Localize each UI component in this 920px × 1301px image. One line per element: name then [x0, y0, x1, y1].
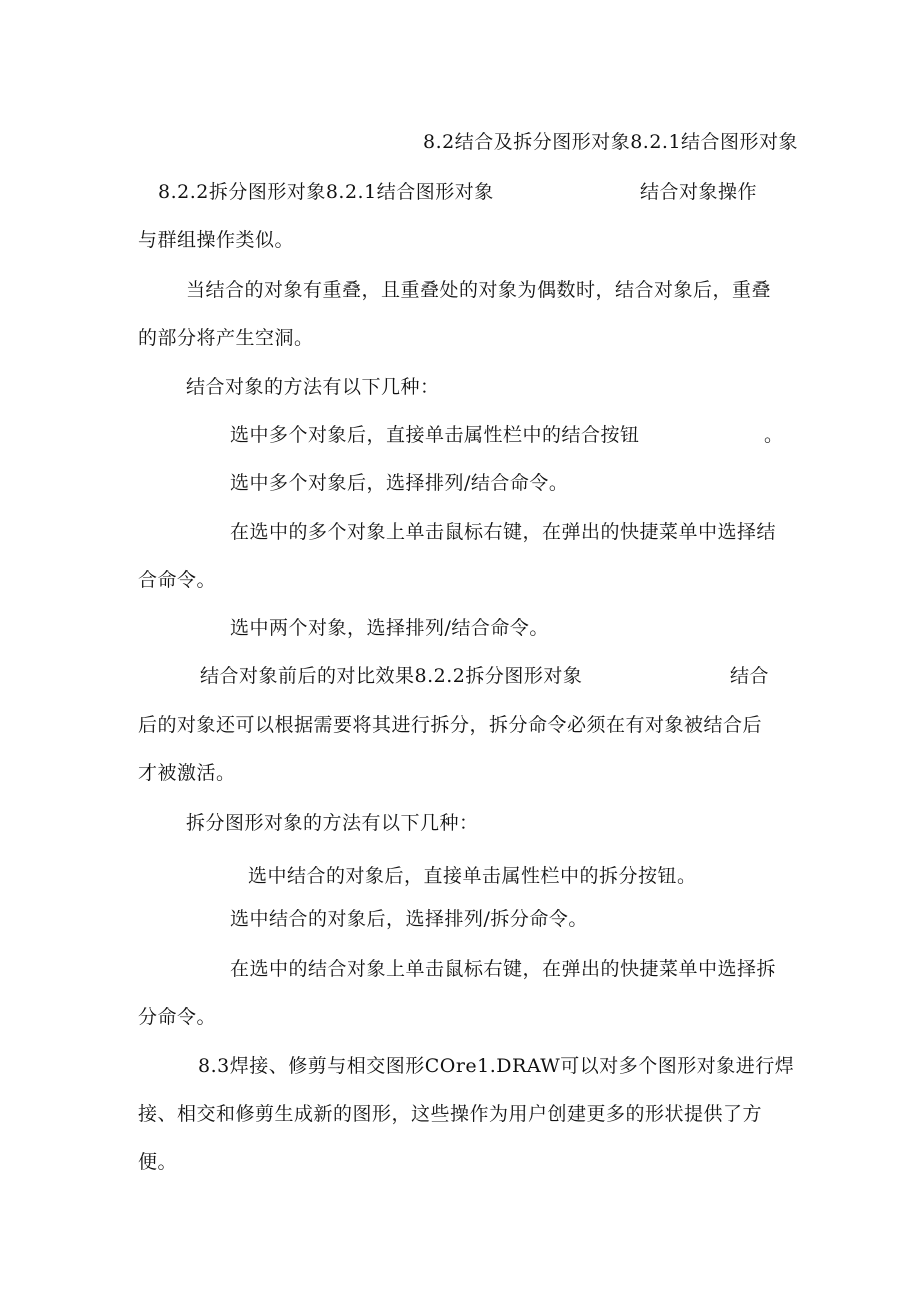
text-line: 8.2结合及拆分图形对象8.2.1结合图形对象 — [423, 131, 799, 153]
text-line: 分命令。 — [138, 1006, 217, 1028]
text-line: 当结合的对象有重叠，且重叠处的对象为偶数时，结合对象后，重叠 — [186, 279, 772, 301]
text-line: 的部分将产生空洞。 — [138, 327, 314, 349]
text-line: 在选中的多个对象上单击鼠标右键，在弹出的快捷菜单中选择结 — [230, 521, 777, 543]
text-line: 选中结合的对象后，选择排列/拆分命令。 — [230, 908, 588, 930]
text-line: 选中结合的对象后，直接单击属性栏中的拆分按钮。 — [248, 865, 697, 887]
text-line: 结合对象前后的对比效果8.2.2拆分图形对象 — [200, 665, 583, 687]
text-line: 与群组操作类似。 — [138, 229, 295, 251]
text-line: 合命令。 — [138, 569, 217, 591]
text-line: 接、相交和修剪生成新的图形，这些操作为用户创建更多的形状提供了方 — [138, 1103, 763, 1125]
text-line: 在选中的结合对象上单击鼠标右键，在弹出的快捷菜单中选择拆 — [230, 958, 777, 980]
text-line: 结合 — [730, 665, 770, 687]
text-line: 便。 — [138, 1151, 178, 1173]
text-line: 8.2.2拆分图形对象8.2.1结合图形对象 — [158, 181, 494, 203]
text-line: 。 — [764, 424, 784, 446]
text-line: 选中多个对象后，直接单击属性栏中的结合按钮 — [230, 424, 640, 446]
text-line: 结合对象操作 — [640, 181, 758, 203]
text-line: 拆分图形对象的方法有以下几种： — [186, 812, 479, 834]
text-line: 选中两个对象，选择排列/结合命令。 — [230, 617, 549, 639]
text-line: 选中多个对象后，选择排列/结合命令。 — [230, 472, 569, 494]
text-line: 8.3焊接、修剪与相交图形COre1.DRAW可以对多个图形对象进行焊 — [198, 1055, 795, 1077]
text-line: 才被激活。 — [138, 762, 236, 784]
text-line: 结合对象的方法有以下几种： — [186, 376, 440, 398]
text-line: 后的对象还可以根据需要将其进行拆分，拆分命令必须在有对象被结合后 — [138, 714, 763, 736]
